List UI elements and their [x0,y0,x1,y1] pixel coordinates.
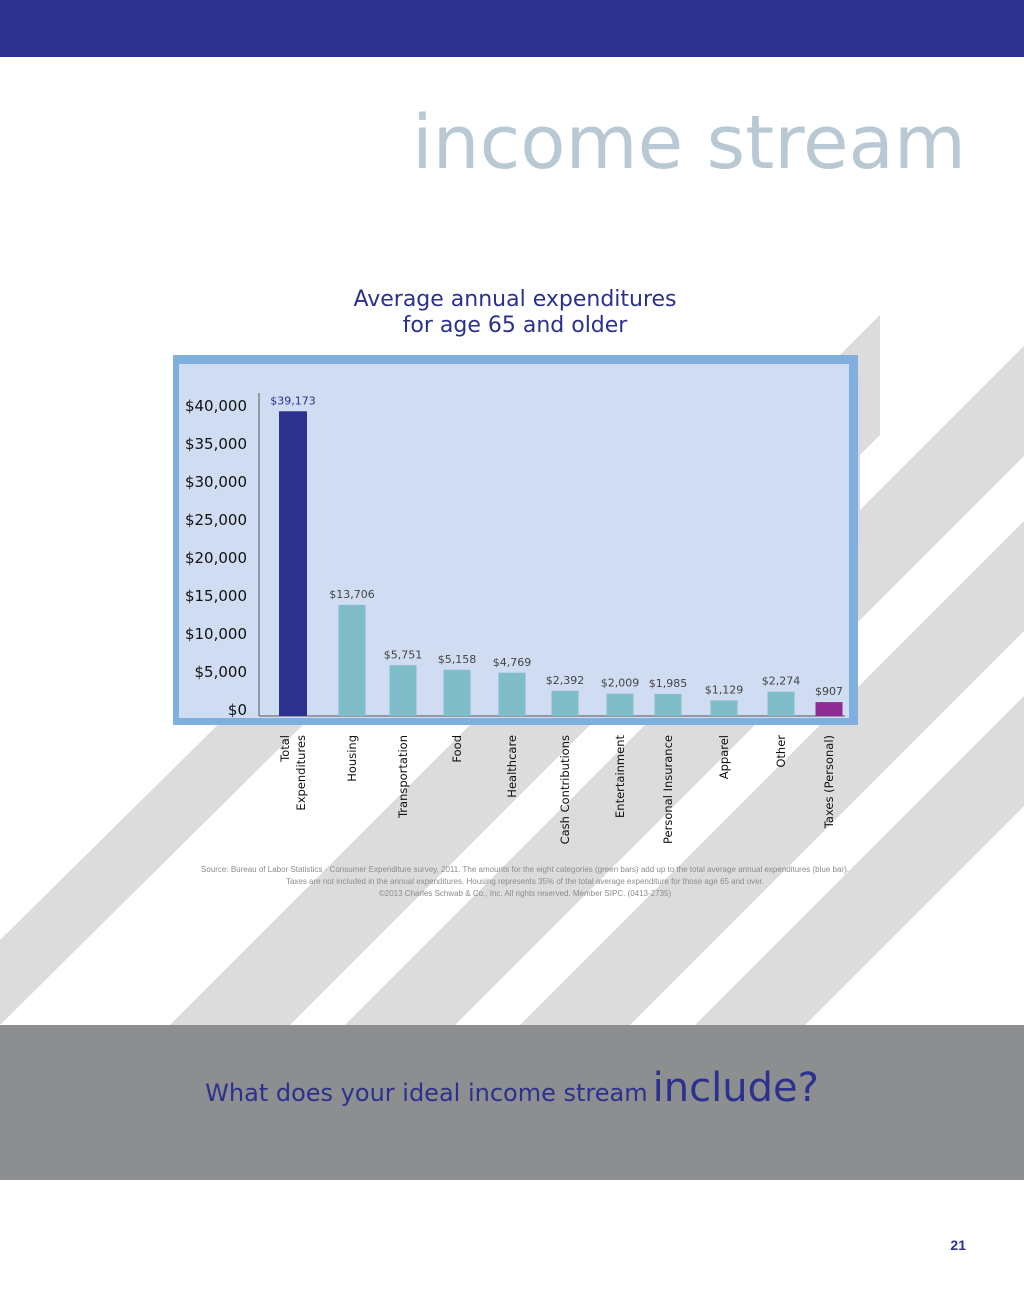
data-label: $4,769 [492,655,532,669]
x-tick-label: Transportation [396,735,410,819]
x-tick-label: Apparel [717,735,731,780]
x-tick-label: Healthcare [505,735,519,798]
bar [768,692,795,716]
source-line-3: ©2013 Charles Schwab & Co., Inc. All rights reserved. Member SIPC. (0413-2735) [378,889,672,898]
bar [711,700,738,716]
source-line-1: Source: Bureau of Labor Statistics - Consumer Expenditure survey, 2011. The amounts for the eight categories (green bars) add up to the total average annual expenditures (blue bar). [201,865,849,874]
data-label: $39,173 [270,394,316,408]
data-label: $2,274 [761,674,801,688]
y-tick-label: $30,000 [184,473,247,491]
bar [655,694,682,716]
x-tick-label: Total [278,735,292,762]
data-label: $2,009 [600,676,640,690]
x-tick-label: Expenditures [294,735,308,811]
y-tick-label: $10,000 [184,625,247,643]
data-label: $13,706 [329,587,375,601]
y-tick-label: $40,000 [184,397,247,415]
x-tick-label: Other [774,735,788,768]
bar [816,702,843,716]
y-tick-label: $5,000 [194,663,247,681]
x-tick-label: Entertainment [613,735,627,818]
data-label: $1,129 [704,683,744,697]
page-number: 21 [950,1237,966,1253]
x-tick-label: Food [450,735,464,763]
source-line-2: Taxes are not included in the annual expenditures. Housing represents 35% of the total average expenditure for those age 65 and over. [285,877,765,886]
chart-title-line-2: for age 65 and older [402,313,628,338]
question-text [0,1065,1024,1111]
bar [390,665,417,716]
x-tick-label: Personal Insurance [661,735,675,844]
y-tick-label: $35,000 [184,435,247,453]
y-tick-label: $25,000 [184,511,247,529]
bar [552,691,579,716]
page-heading: income stream [412,100,966,186]
question-emphasis: include? [652,1065,819,1111]
data-label: $907 [815,685,843,699]
y-tick-label: $0 [227,701,247,719]
x-tick-label: Taxes (Personal) [822,735,836,829]
bar [279,411,307,716]
chart-title-line-1: Average annual expenditures [353,287,677,312]
y-tick-label: $20,000 [184,549,247,567]
question-main: What does your ideal income stream [205,1079,648,1107]
x-tick-label: Housing [345,735,359,782]
y-tick-label: $15,000 [184,587,247,605]
source-note [120,864,930,900]
data-label: $2,392 [545,673,585,687]
bar [339,605,366,716]
data-label: $5,751 [383,648,423,662]
x-tick-label: Cash Contributions [558,735,572,845]
bar [444,670,471,716]
bar [499,673,526,716]
bar [607,694,634,716]
data-label: $1,985 [648,676,688,690]
data-label: $5,158 [437,652,477,666]
